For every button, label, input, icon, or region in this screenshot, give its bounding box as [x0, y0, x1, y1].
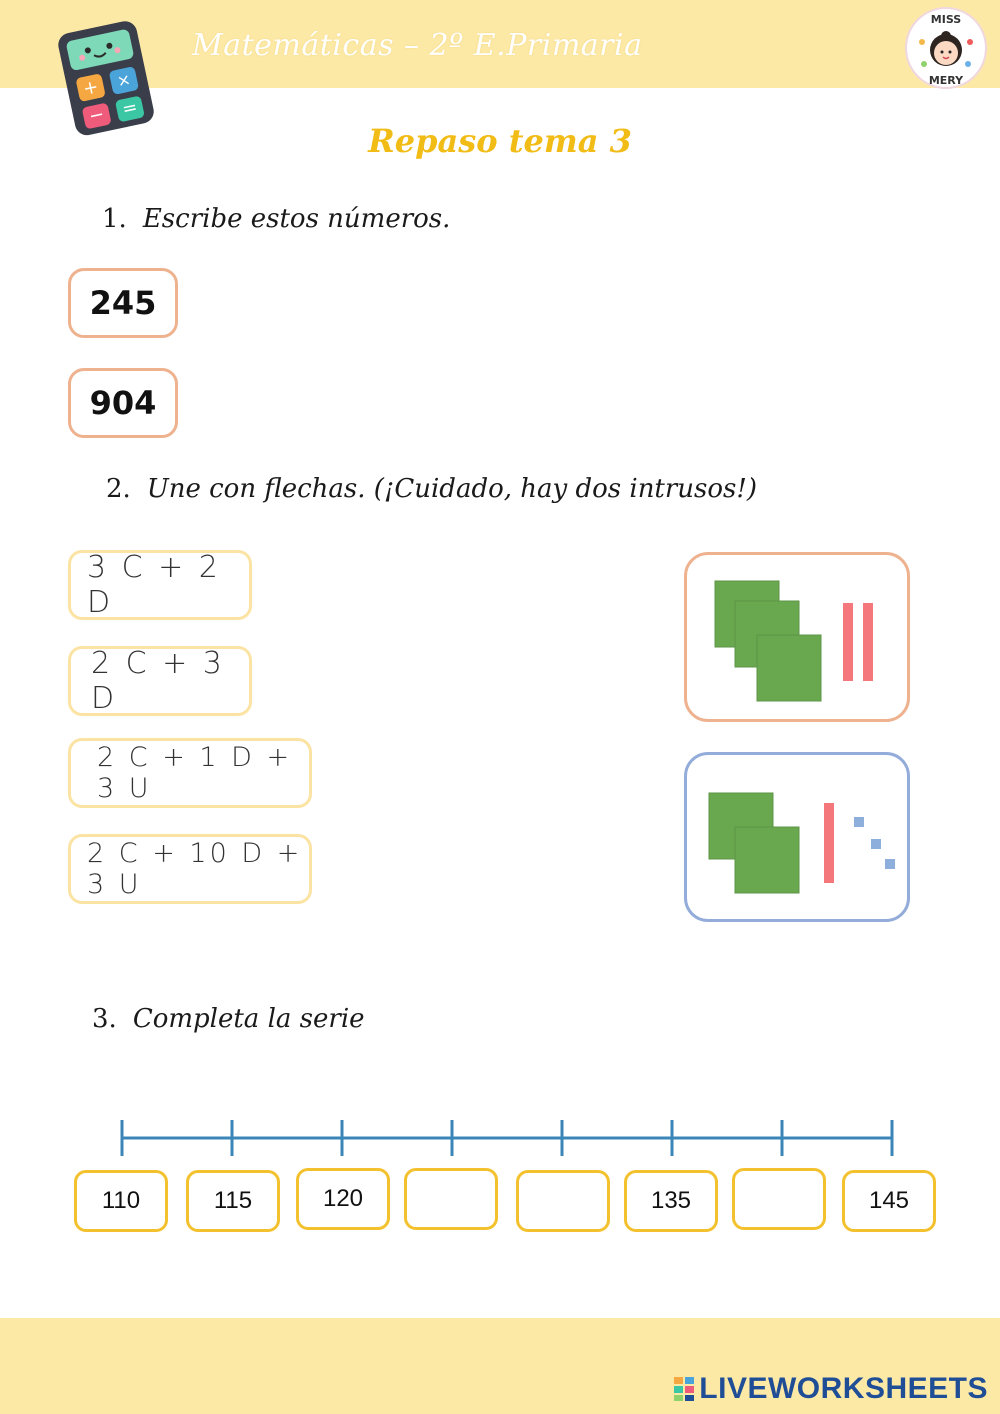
- series-box-1: 110: [74, 1170, 168, 1232]
- base-ten-picture-2[interactable]: [684, 752, 910, 922]
- series-answer-input-1[interactable]: [404, 1168, 498, 1230]
- hundred-block: [735, 827, 799, 893]
- series-answer-input-3[interactable]: [732, 1168, 826, 1230]
- section3-heading-text: Completa la serie: [132, 1004, 365, 1034]
- expression-box-3[interactable]: 2 C + 1 D + 3 U: [68, 738, 312, 808]
- unit-cube: [885, 859, 895, 869]
- series-answer-input-2[interactable]: [516, 1170, 610, 1232]
- svg-text:×: ×: [115, 69, 133, 91]
- section1-heading: [102, 204, 450, 234]
- header-title: Matemáticas – 2º E.Primaria: [192, 28, 643, 63]
- ten-rod: [843, 603, 853, 681]
- ten-rod: [824, 803, 834, 883]
- base-ten-picture-1[interactable]: [684, 552, 910, 722]
- unit-cube: [854, 817, 864, 827]
- ten-rod: [863, 603, 873, 681]
- series-box-3: 120: [296, 1168, 390, 1230]
- miss-mery-avatar-icon: [904, 6, 988, 90]
- svg-text:+: +: [81, 76, 101, 100]
- expression-box-1[interactable]: 3 C + 2 D: [68, 550, 252, 620]
- svg-text:−: −: [87, 103, 107, 128]
- section2-heading: [106, 474, 757, 504]
- number-box-1: 245: [68, 268, 178, 338]
- svg-text:=: =: [120, 96, 140, 121]
- number-box-2: 904: [68, 368, 178, 438]
- worksheet-title: Repaso tema 3: [368, 122, 632, 160]
- number-line: [110, 1112, 910, 1162]
- badge-bottom-text: MERY: [928, 74, 964, 87]
- series-box-6: 135: [624, 1170, 718, 1232]
- badge-top-text: MISS: [930, 13, 962, 26]
- footer-brand-text: LIVEWORKSHEETS: [699, 1372, 988, 1405]
- section1-heading-text: Escribe estos números.: [142, 204, 451, 234]
- section2-heading-text: Une con flechas. (¡Cuidado, hay dos intrusos!): [146, 474, 757, 504]
- expression-box-2[interactable]: 2 C + 3 D: [68, 646, 252, 716]
- expression-box-4[interactable]: 2 C + 10 D + 3 U: [68, 834, 312, 904]
- series-box-8: 145: [842, 1170, 936, 1232]
- footer-brand[interactable]: [673, 1372, 988, 1406]
- calculator-icon: [58, 20, 156, 136]
- liveworksheets-logo-icon: [673, 1376, 695, 1402]
- section2-number: 2.: [106, 474, 131, 504]
- hundred-block: [757, 635, 821, 701]
- series-box-2: 115: [186, 1170, 280, 1232]
- section3-number: 3.: [92, 1004, 117, 1034]
- unit-cube: [871, 839, 881, 849]
- section3-heading: [92, 1004, 365, 1034]
- section1-number: 1.: [102, 204, 127, 234]
